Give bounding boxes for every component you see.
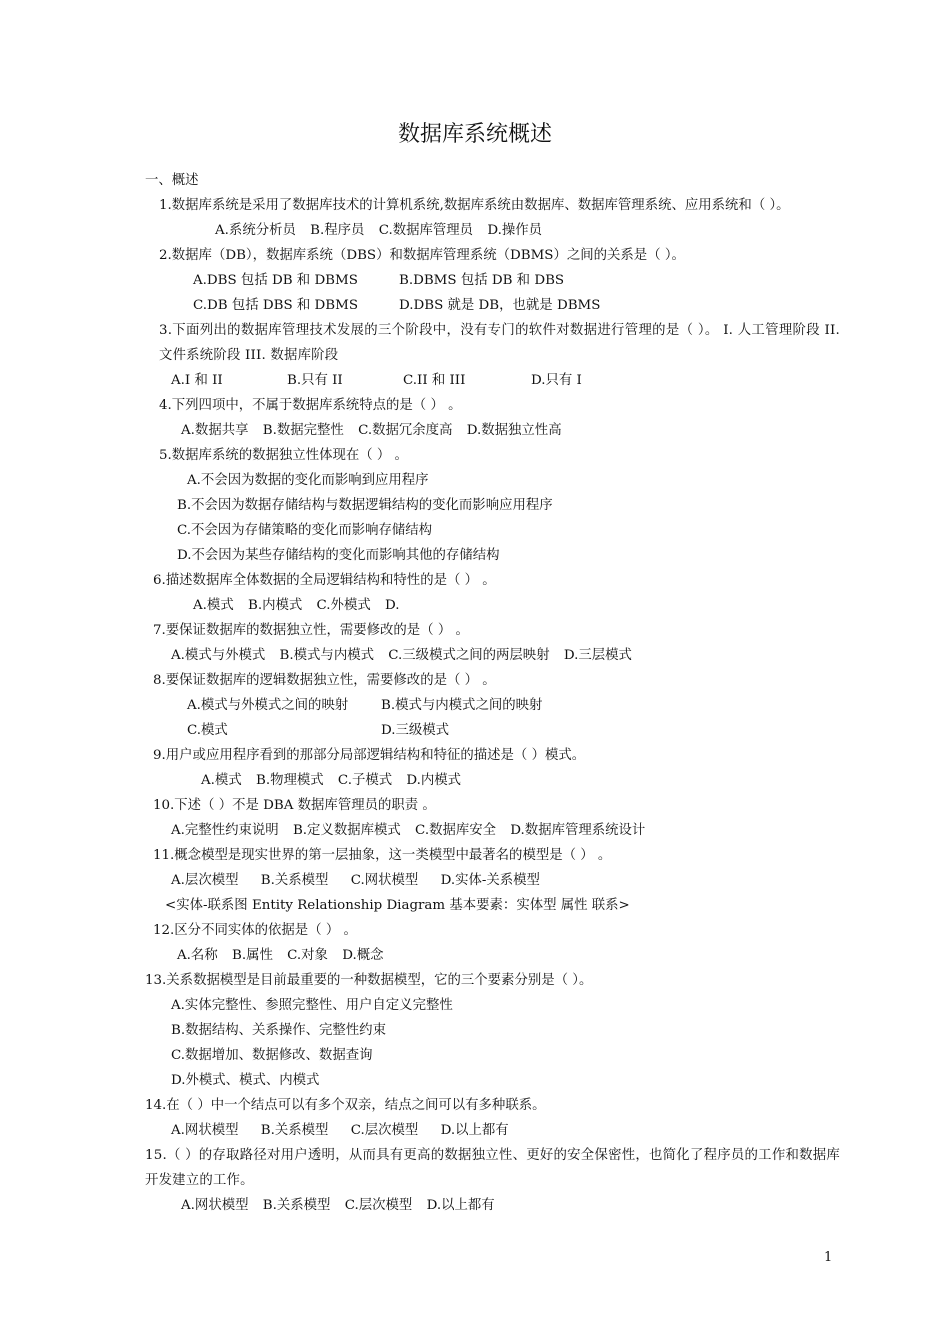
question-8-stem: 8.要保证数据库的逻辑数据独立性，需要修改的是（ ） 。 bbox=[153, 673, 496, 688]
option-c: C.层次模型 bbox=[344, 1198, 413, 1213]
option-d: D.操作员 bbox=[487, 223, 543, 238]
question-14-stem: 14.在（ ）中一个结点可以有多个双亲，结点之间可以有多种联系。 bbox=[145, 1098, 546, 1113]
option-a: A.网状模型 bbox=[181, 1198, 249, 1213]
option-c: C.数据库管理员 bbox=[378, 223, 474, 238]
option-a: A.模式与外模式之间的映射 bbox=[187, 698, 349, 713]
question-5-option-d: D.不会因为某些存储结构的变化而影响其他的存储结构 bbox=[177, 548, 500, 563]
option-d: D.只有 I bbox=[531, 373, 582, 388]
question-7-stem: 7.要保证数据库的数据独立性，需要修改的是（ ） 。 bbox=[153, 623, 469, 638]
option-a: A.完整性约束说明 bbox=[171, 823, 279, 838]
question-8-options-row1 bbox=[145, 693, 840, 718]
question-9-stem: 9.用户或应用程序看到的那部分局部逻辑结构和特征的描述是（ ）模式。 bbox=[153, 748, 586, 763]
question-2-stem: 2.数据库（DB），数据库系统（DBS）和数据库管理系统（DBMS）之间的关系是（ ）。 bbox=[159, 248, 685, 263]
option-a: A.模式 bbox=[201, 773, 242, 788]
option-a: A.模式 bbox=[193, 598, 234, 613]
question-9-options bbox=[145, 768, 840, 793]
question-8-options-row2 bbox=[145, 718, 840, 743]
question-13-option-d: D.外模式、模式、内模式 bbox=[171, 1073, 320, 1088]
option-a: A.名称 bbox=[177, 948, 218, 963]
option-a: A.模式与外模式 bbox=[171, 648, 266, 663]
option-d: D.概念 bbox=[342, 948, 384, 963]
option-b: B.数据完整性 bbox=[262, 423, 344, 438]
option-c: C.模式 bbox=[187, 723, 228, 738]
option-c: C.外模式 bbox=[316, 598, 371, 613]
option-b: B.关系模型 bbox=[262, 1198, 331, 1213]
option-c: C.数据冗余度高 bbox=[358, 423, 453, 438]
question-2-options-row1 bbox=[145, 268, 840, 293]
option-d: D.实体-关系模型 bbox=[440, 873, 540, 888]
question-5-option-b: B.不会因为数据存储结构与数据逻辑结构的变化而影响应用程序 bbox=[177, 498, 553, 513]
option-d: D.数据库管理系统设计 bbox=[510, 823, 646, 838]
question-15-options bbox=[145, 1193, 840, 1218]
question-12-options bbox=[145, 943, 840, 968]
question-4-options bbox=[145, 418, 840, 443]
question-10-stem: 10.下述（ ）不是 DBA 数据库管理员的职责 。 bbox=[153, 798, 436, 813]
question-12-stem: 12.区分不同实体的依据是（ ） 。 bbox=[153, 923, 357, 938]
option-b: B.关系模型 bbox=[260, 1123, 329, 1138]
option-c: C.DB 包括 DBS 和 DBMS bbox=[193, 298, 359, 313]
question-1-stem: 1.数据库系统是采用了数据库技术的计算机系统,数据库系统由数据库、数据库管理系统、应用系统和（ ）。 bbox=[159, 198, 790, 213]
option-b: B.程序员 bbox=[310, 223, 365, 238]
option-c: C.子模式 bbox=[337, 773, 393, 788]
option-b: B.模式与内模式之间的映射 bbox=[381, 698, 543, 713]
option-d: D.DBS 就是 DB，也就是 DBMS bbox=[399, 298, 601, 313]
question-5-stem: 5.数据库系统的数据独立性体现在（ ） 。 bbox=[159, 448, 408, 463]
question-13-option-b: B.数据结构、关系操作、完整性约束 bbox=[171, 1023, 386, 1038]
option-a: A.网状模型 bbox=[171, 1123, 239, 1138]
option-c: C.对象 bbox=[287, 948, 328, 963]
option-a: A.I 和 II bbox=[171, 373, 223, 388]
option-c: C.层次模型 bbox=[350, 1123, 419, 1138]
option-b: B.物理模式 bbox=[255, 773, 324, 788]
option-d: D. bbox=[385, 598, 400, 613]
question-6-stem: 6.描述数据库全体数据的全局逻辑结构和特性的是（ ） 。 bbox=[153, 573, 496, 588]
question-11-options bbox=[145, 868, 840, 893]
option-b: B.只有 II bbox=[287, 373, 343, 388]
question-3-stem: 3.下面列出的数据库管理技术发展的三个阶段中，没有专门的软件对数据进行管理的是（ ）。 I. 人工管理阶段 II. 文件系统阶段 III. 数据库阶段 bbox=[159, 323, 840, 363]
option-a: A.数据共享 bbox=[181, 423, 249, 438]
option-d: D.以上都有 bbox=[440, 1123, 509, 1138]
option-a: A.DBS 包括 DB 和 DBMS bbox=[193, 273, 358, 288]
question-5-option-c: C.不会因为存储策略的变化而影响存储结构 bbox=[177, 523, 433, 538]
question-13-stem: 13.关系数据模型是目前最重要的一种数据模型，它的三个要素分别是（ ）。 bbox=[145, 973, 593, 988]
question-5-option-a: A.不会因为数据的变化而影响到应用程序 bbox=[187, 473, 429, 488]
option-d: D.以上都有 bbox=[426, 1198, 495, 1213]
option-b: B.DBMS 包括 DB 和 DBS bbox=[399, 273, 565, 288]
page-title: 数据库系统概述 bbox=[397, 122, 552, 147]
question-1-options bbox=[145, 218, 840, 243]
option-d: D.三层模式 bbox=[563, 648, 632, 663]
question-13-option-a: A.实体完整性、参照完整性、用户自定义完整性 bbox=[171, 998, 453, 1013]
question-13-option-c: C.数据增加、数据修改、数据查询 bbox=[171, 1048, 373, 1063]
question-15-stem: 15.（ ）的存取路径对用户透明，从而具有更高的数据独立性、更好的安全保密性，也简化了程序员的工作和数据库开发建立的工作。 bbox=[145, 1148, 840, 1188]
question-14-options bbox=[145, 1118, 840, 1143]
question-7-options bbox=[145, 643, 840, 668]
option-c: C.数据库安全 bbox=[415, 823, 497, 838]
option-b: B.属性 bbox=[231, 948, 273, 963]
document-body bbox=[145, 168, 840, 1218]
option-d: D.数据独立性高 bbox=[466, 423, 562, 438]
option-d: D.内模式 bbox=[406, 773, 462, 788]
option-b: B.模式与内模式 bbox=[279, 648, 374, 663]
option-c: C.网状模型 bbox=[350, 873, 419, 888]
question-11-stem: 11.概念模型是现实世界的第一层抽象，这一类模型中最著名的模型是（ ） 。 bbox=[153, 848, 612, 863]
question-11-note: <实体-联系图 Entity Relationship Diagram 基本要素：实体型 属性 联系> bbox=[165, 898, 630, 913]
page-number: 1 bbox=[824, 1250, 833, 1265]
question-2-options-row2 bbox=[145, 293, 840, 318]
option-b: B.内模式 bbox=[247, 598, 303, 613]
option-b: B.定义数据库模式 bbox=[292, 823, 401, 838]
option-b: B.关系模型 bbox=[260, 873, 329, 888]
section-heading: 一、概述 bbox=[145, 173, 199, 188]
question-6-options bbox=[145, 593, 840, 618]
option-d: D.三级模式 bbox=[381, 723, 450, 738]
option-c: C.三级模式之间的两层映射 bbox=[388, 648, 550, 663]
option-a: A.系统分析员 bbox=[215, 223, 296, 238]
option-a: A.层次模型 bbox=[171, 873, 239, 888]
question-3-options bbox=[145, 368, 840, 393]
option-c: C.II 和 III bbox=[403, 373, 466, 388]
question-4-stem: 4.下列四项中，不属于数据库系统特点的是（ ） 。 bbox=[159, 398, 462, 413]
question-10-options bbox=[145, 818, 840, 843]
